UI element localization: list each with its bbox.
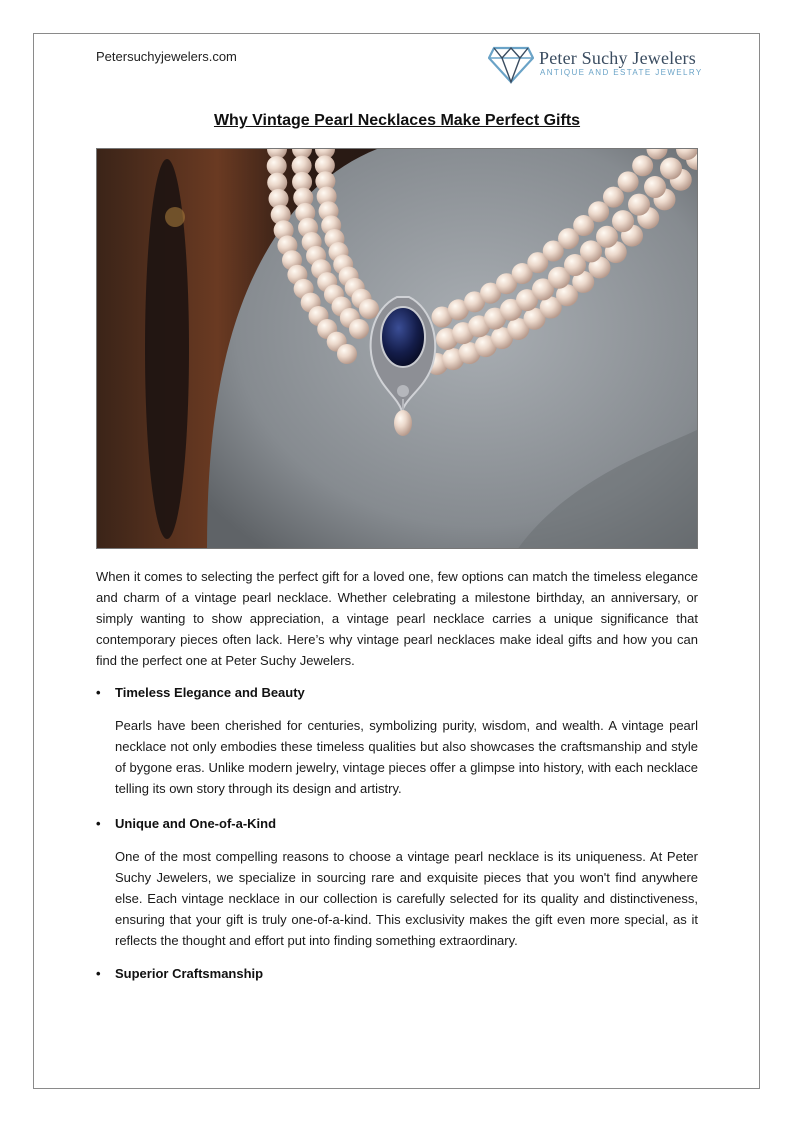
section-heading xyxy=(96,966,263,981)
section-paragraph: One of the most compelling reasons to choose a vintage pearl necklace is its uniqueness. At Peter Suchy Jewelers, we specialize in sourcing rare and exquisite pieces that you won't find anywhere else. Each vintage necklace in our collection is carefully selected for its quality and distinctiveness, ensuring that your gift is truly one-of-a-kind. This exclusivity makes the gift even more special, as it reflects the thought and effort put into finding something extraordinary. xyxy=(115,849,698,948)
pearl xyxy=(603,187,624,208)
hero-image xyxy=(96,148,698,549)
intro-paragraph: When it comes to selecting the perfect gift for a loved one, few options can match the timeless elegance and charm of a vintage pearl necklace. Whether celebrating a milestone birthday, an anniversary, or simply wanting to show appreciation, a vintage pearl necklace carries a unique significance that contemporary pieces often lack. Here’s why vintage pearl necklaces make ideal gifts and how you can find the perfect one at Peter Suchy Jewelers. xyxy=(96,569,698,668)
pearl xyxy=(349,319,369,339)
logo-brand-name: Peter Suchy Jewelers xyxy=(539,48,696,68)
pearl xyxy=(644,176,666,198)
pearl xyxy=(632,155,653,176)
pearl-necklace-illustration xyxy=(97,149,698,549)
section-paragraph: Pearls have been cherished for centuries, symbolizing purity, wisdom, and wealth. A vintage pearl necklace not only embodies these timeless qualities but also showcases the craftsmanship and style of bygone eras. Unlike modern jewelry, vintage pieces offer a glimpse into history, with each necklace telling its own story through its design and artistry. xyxy=(115,718,698,796)
section-heading-text: Timeless Elegance and Beauty xyxy=(115,685,305,700)
section-heading xyxy=(96,816,276,831)
article-title: Why Vintage Pearl Necklaces Make Perfect Gifts xyxy=(213,112,581,129)
pearl xyxy=(612,210,634,232)
company-logo[interactable] xyxy=(488,44,703,84)
bullet-icon: • xyxy=(96,966,101,981)
bullet-icon: • xyxy=(96,685,101,700)
logo-tagline: ANTIQUE AND ESTATE JEWELRY xyxy=(540,68,703,77)
bullet-icon: • xyxy=(96,816,101,831)
pearl xyxy=(596,226,618,248)
pearl xyxy=(359,299,379,319)
pearl xyxy=(618,171,639,192)
section-heading-text: Superior Craftsmanship xyxy=(115,966,264,981)
section-heading xyxy=(96,685,305,700)
pearl xyxy=(660,158,682,180)
site-url[interactable]: Petersuchyjewelers.com xyxy=(96,49,237,64)
pearl xyxy=(628,194,650,216)
diamond-icon xyxy=(488,44,534,84)
section-heading-text: Unique and One-of-a-Kind xyxy=(115,816,277,831)
pearl xyxy=(337,344,357,364)
